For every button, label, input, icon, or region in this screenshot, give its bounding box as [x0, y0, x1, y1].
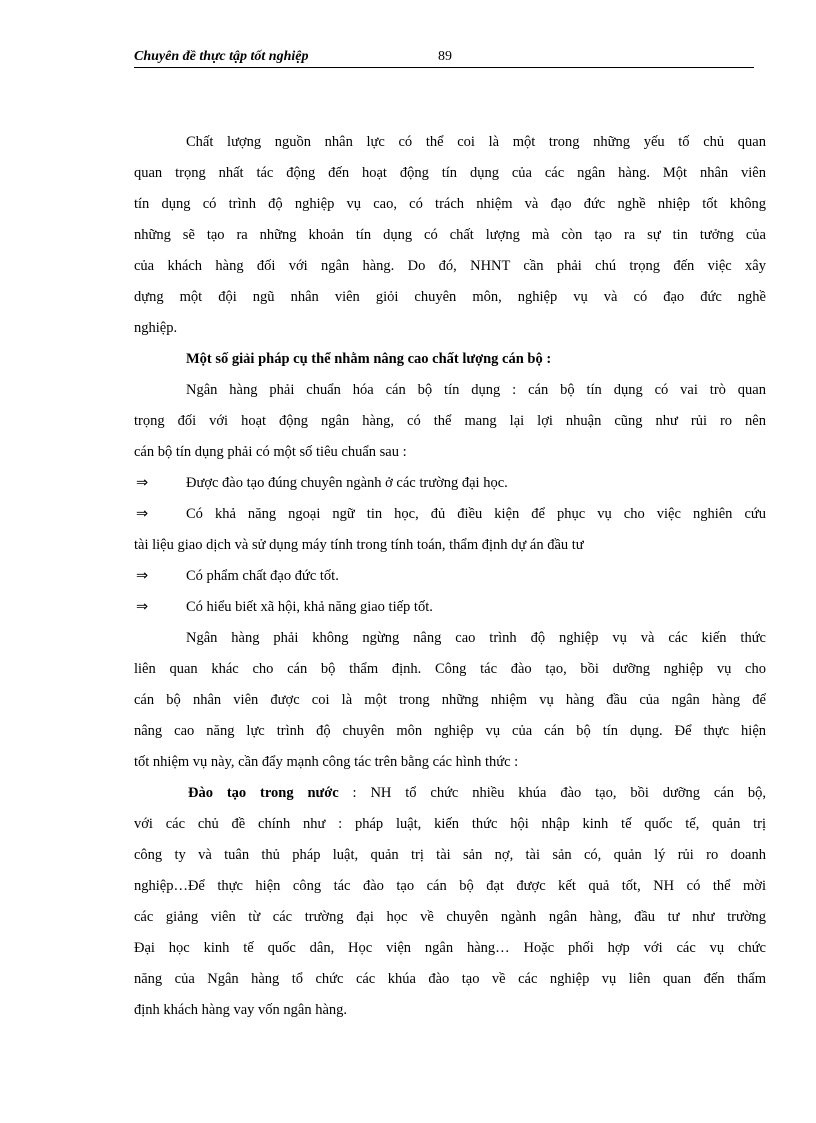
list-item-continuation: tài liệu giao dịch và sử dụng máy tính trong tính toán, thẩm định dự án đầu tư — [134, 537, 584, 553]
list-item-text: Có khả năng ngoại ngữ tin học, đủ điều kiện để phục vụ cho việc nghiên cứu — [186, 506, 766, 522]
paragraph-training — [134, 623, 766, 778]
paragraph-standardize-staff — [134, 375, 766, 468]
arrow-icon: ⇒ — [136, 568, 149, 584]
text-line: công ty và tuân thủ pháp luật, quản trị tài sản nợ, tài sản có, quản lý rủi ro doanh — [134, 847, 766, 863]
header-title: Chuyên đề thực tập tốt nghiệp — [134, 49, 309, 64]
list-item-text: Có hiểu biết xã hội, khả năng giao tiếp tốt. — [186, 599, 433, 615]
text-line: Ngân hàng phải không ngừng nâng cao trình độ nghiệp vụ và các kiến thức — [186, 630, 766, 646]
page-number: 89 — [438, 49, 452, 64]
arrow-icon: ⇒ — [136, 599, 149, 615]
list-item — [134, 592, 766, 623]
text-line: nâng cao năng lực trình độ chuyên môn nghiệp vụ của cán bộ tín dụng. Để thực hiện — [134, 723, 766, 739]
list-item — [134, 499, 766, 530]
list-item-text: Có phẩm chất đạo đức tốt. — [186, 568, 339, 584]
text-line: Chất lượng nguồn nhân lực có thể coi là một trong những yếu tố chủ quan — [186, 134, 766, 150]
text-line: Đào tạo trong nước : NH tổ chức nhiều khúa đào tạo, bồi dưỡng cán bộ, — [188, 785, 766, 801]
text-line: những sẽ tạo ra những khoản tín dụng có chất lượng mà còn tạo ra sự tin tưởng của — [134, 227, 766, 243]
text-line: của khách hàng đối với ngân hàng. Do đó, NHNT cần phải chú trọng đến việc xây — [134, 258, 766, 274]
text-line: tín dụng có trình độ nghiệp vụ cao, có trách nhiệm và đạo đức nghề nhiệp tốt không — [134, 196, 766, 212]
document-body — [134, 127, 766, 1026]
text-line: với các chủ đề chính như : pháp luật, kiến thức hội nhập kinh tế quốc tế, quản trị — [134, 816, 766, 832]
text-line: Ngân hàng phải chuẩn hóa cán bộ tín dụng : cán bộ tín dụng có vai trò quan — [186, 382, 766, 398]
list-item — [134, 561, 766, 592]
text-line: năng của Ngân hàng tổ chức các khúa đào tạo về các nghiệp vụ liên quan đến thẩm — [134, 971, 766, 987]
section-heading: Một số giải pháp cụ thể nhằm nâng cao chất lượng cán bộ : — [186, 351, 552, 367]
list-item-text: Được đào tạo đúng chuyên ngành ở các trường đại học. — [186, 475, 508, 491]
text-line: cán bộ tín dụng phải có một số tiêu chuẩn sau : — [134, 444, 407, 460]
bullet-list — [134, 468, 766, 623]
arrow-icon: ⇒ — [136, 475, 149, 491]
text-line: trọng đối với hoạt động ngân hàng, có thể mang lại lợi nhuận cũng như rủi ro nên — [134, 413, 766, 429]
text-line: tốt nhiệm vụ này, cần đẩy mạnh công tác trên bằng các hình thức : — [134, 754, 519, 770]
text-line: quan trọng nhất tác động đến hoạt động tín dụng của các ngân hàng. Một nhân viên — [134, 165, 766, 181]
paragraph-domestic-training — [134, 778, 766, 1026]
page-header — [134, 47, 754, 68]
list-item — [134, 468, 766, 499]
paragraph-human-resources — [134, 127, 766, 344]
text-line: định khách hàng vay vốn ngân hàng. — [134, 1002, 348, 1018]
bold-term: Đào tạo trong nước — [188, 785, 339, 801]
text-line: các giảng viên từ các trường đại học về chuyên ngành ngân hàng, đầu tư như trường — [134, 909, 766, 925]
text-line: nghiệp…Để thực hiện công tác đào tạo cán bộ đạt được kết quả tốt, NH có thể mời — [134, 878, 766, 894]
text-line: nghiệp. — [134, 320, 178, 336]
text-line: Đại học kinh tế quốc dân, Học viện ngân hàng… Hoặc phối hợp với các vụ chức — [134, 940, 766, 956]
arrow-icon: ⇒ — [136, 506, 149, 522]
text-line: liên quan khác cho cán bộ thẩm định. Công tác đào tạo, bồi dưỡng nghiệp vụ cho — [134, 661, 766, 677]
text-line: dựng một đội ngũ nhân viên giỏi chuyên môn, nghiệp vụ và có đạo đức nghề — [134, 289, 766, 305]
text-line: cán bộ nhân viên được coi là một trong những nhiệm vụ hàng đầu của ngân hàng để — [134, 692, 766, 708]
